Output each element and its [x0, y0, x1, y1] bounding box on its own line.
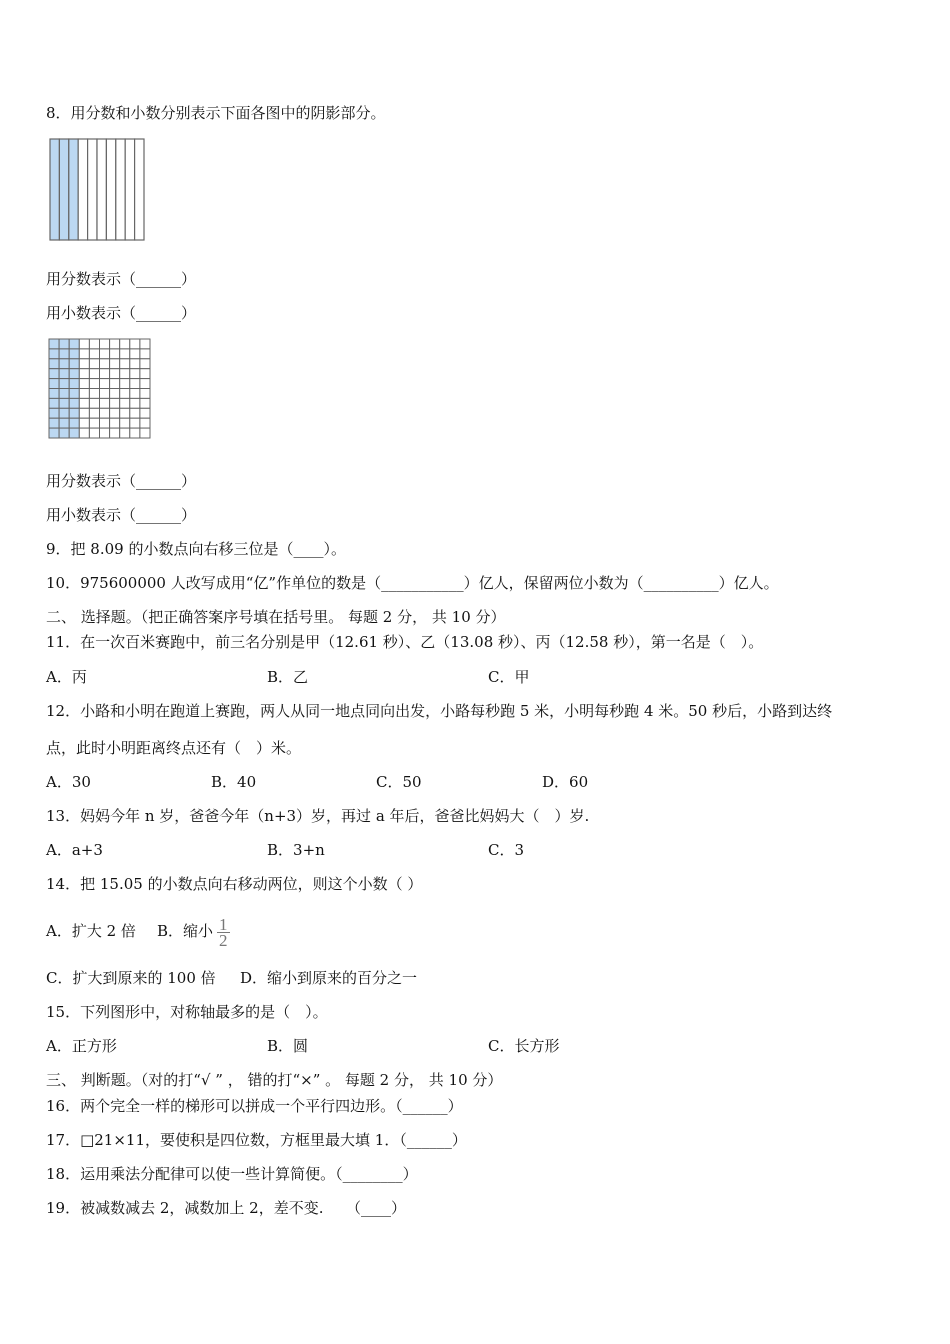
blank-cell — [79, 359, 89, 369]
shaded-cell — [59, 379, 69, 389]
shaded-cell — [59, 418, 69, 428]
blank-cell — [110, 389, 120, 399]
blank-cell — [120, 418, 130, 428]
blank-cell — [79, 398, 89, 408]
shaded-cell — [49, 418, 59, 428]
shaded-cell — [69, 428, 79, 438]
blank-cell — [140, 349, 150, 359]
shaded-cell — [49, 359, 59, 369]
blank-cell — [79, 389, 89, 399]
shaded-cell — [59, 428, 69, 438]
blank-cell — [110, 339, 120, 349]
blank-cell — [79, 349, 89, 359]
blank-cell — [100, 408, 110, 418]
shaded-cell — [49, 339, 59, 349]
blank-cell — [120, 349, 130, 359]
blank-cell — [110, 408, 120, 418]
shaded-cell — [69, 369, 79, 379]
q15-option-a: A．正方形 — [46, 1037, 117, 1055]
blank-cell — [100, 398, 110, 408]
blank-cell — [140, 389, 150, 399]
q17: 17．□21×11，要使积是四位数，方框里最大填 1．（______） — [46, 1131, 467, 1149]
blank-cell — [140, 428, 150, 438]
q18: 18．运用乘法分配律可以使一些计算简便。（________） — [46, 1165, 418, 1183]
blank-cell — [79, 418, 89, 428]
blank-cell — [110, 369, 120, 379]
blank-cell — [130, 428, 140, 438]
q13-option-a: A．a+3 — [46, 841, 103, 859]
shaded-cell — [49, 379, 59, 389]
shaded-cell — [69, 408, 79, 418]
blank-cell — [140, 379, 150, 389]
blank-cell — [130, 359, 140, 369]
q13-option-c: C．3 — [488, 841, 525, 859]
blank-strip — [97, 139, 106, 240]
blank-cell — [130, 369, 140, 379]
fraction-numerator: 1 — [219, 914, 228, 934]
blank-cell — [120, 339, 130, 349]
q15-stem: 15．下列图形中，对称轴最多的是（ ）。 — [46, 1003, 328, 1021]
blank-cell — [89, 369, 99, 379]
blank-cell — [130, 349, 140, 359]
shaded-cell — [59, 339, 69, 349]
blank-strip — [106, 139, 115, 240]
blank-cell — [89, 418, 99, 428]
q12-option-a: A．30 — [46, 773, 91, 791]
shaded-cell — [69, 349, 79, 359]
blank-cell — [130, 408, 140, 418]
hundred-grid-figure — [47, 337, 153, 441]
blank-cell — [79, 428, 89, 438]
q8-stem: 8．用分数和小数分别表示下面各图中的阴影部分。 — [46, 104, 386, 122]
section2-heading: 二、 选择题。（把正确答案序号填在括号里。 每题 2 分， 共 10 分） — [46, 608, 506, 626]
q16: 16．两个完全一样的梯形可以拼成一个平行四边形。（______） — [46, 1097, 463, 1115]
shaded-cell — [49, 349, 59, 359]
blank-cell — [100, 339, 110, 349]
blank-strip — [88, 139, 97, 240]
q15-option-b: B．圆 — [267, 1037, 309, 1055]
shaded-cell — [59, 369, 69, 379]
q10: 10．975600000 人改写成用“亿”作单位的数是（___________）亿人，保留两位小数为（__________）亿人。 — [46, 574, 779, 592]
blank-cell — [100, 428, 110, 438]
shaded-cell — [69, 418, 79, 428]
blank-cell — [110, 398, 120, 408]
blank-cell — [130, 398, 140, 408]
shaded-cell — [69, 398, 79, 408]
blank-strip — [116, 139, 125, 240]
blank-cell — [89, 389, 99, 399]
q14-option-d: D．缩小到原来的百分之一 — [240, 969, 418, 987]
q8-fig2-fraction: 用分数表示（______） — [46, 472, 197, 490]
shaded-strip — [69, 139, 78, 240]
blank-cell — [89, 408, 99, 418]
blank-strip — [135, 139, 144, 240]
shaded-cell — [49, 389, 59, 399]
q12-stem-line1: 12．小路和小明在跑道上赛跑，两人从同一地点同向出发，小路每秒跑 5 米，小明每秒跑 4 米。50 秒后，小路到达终 — [46, 702, 833, 720]
q11-option-b: B．乙 — [267, 668, 309, 686]
shaded-cell — [49, 398, 59, 408]
q14-option-a: A．扩大 2 倍 — [46, 922, 136, 940]
blank-cell — [120, 398, 130, 408]
blank-cell — [140, 408, 150, 418]
q11-option-a: A．丙 — [46, 668, 87, 686]
blank-cell — [79, 369, 89, 379]
q12-option-d: D．60 — [542, 773, 589, 791]
blank-cell — [79, 379, 89, 389]
q13-option-b: B．3+n — [267, 841, 325, 859]
shaded-strip — [59, 139, 68, 240]
blank-cell — [100, 379, 110, 389]
blank-cell — [100, 349, 110, 359]
shaded-cell — [69, 339, 79, 349]
shaded-cell — [49, 369, 59, 379]
q11-option-c: C．甲 — [488, 668, 530, 686]
blank-cell — [110, 349, 120, 359]
shaded-cell — [59, 359, 69, 369]
blank-cell — [110, 359, 120, 369]
shaded-strip — [50, 139, 59, 240]
q8-fig2-decimal: 用小数表示（______） — [46, 506, 197, 524]
blank-cell — [130, 389, 140, 399]
q12-option-c: C．50 — [376, 773, 422, 791]
blank-cell — [89, 428, 99, 438]
q9: 9．把 8.09 的小数点向右移三位是（____）。 — [46, 540, 346, 558]
q19: 19．被减数减去 2，减数加上 2，差不变. （____） — [46, 1199, 406, 1217]
blank-cell — [100, 359, 110, 369]
q12-option-b: B．40 — [211, 773, 257, 791]
one-half-fraction — [217, 914, 230, 950]
shaded-cell — [59, 398, 69, 408]
strip-figure — [48, 137, 146, 242]
q13-stem: 13．妈妈今年 n 岁，爸爸今年（n+3）岁，再过 a 年后，爸爸比妈妈大（ ）岁. — [46, 807, 590, 825]
section3-heading: 三、 判断题。（对的打“√ ” ， 错的打“×” 。 每题 2 分， 共 10 分） — [46, 1071, 503, 1089]
shaded-cell — [49, 428, 59, 438]
blank-cell — [140, 339, 150, 349]
shaded-cell — [59, 349, 69, 359]
blank-cell — [120, 379, 130, 389]
blank-cell — [140, 359, 150, 369]
blank-cell — [120, 359, 130, 369]
shaded-cell — [49, 408, 59, 418]
blank-cell — [130, 379, 140, 389]
q8-fig1-fraction: 用分数表示（______） — [46, 270, 197, 288]
blank-cell — [110, 418, 120, 428]
blank-cell — [100, 418, 110, 428]
shaded-cell — [69, 359, 79, 369]
blank-cell — [120, 428, 130, 438]
blank-cell — [110, 428, 120, 438]
fraction-denominator: 2 — [219, 930, 228, 950]
q11-stem: 11．在一次百米赛跑中，前三名分别是甲（12.61 秒）、乙（13.08 秒）、丙（12.58 秒），第一名是（ ）。 — [46, 633, 764, 651]
q8-fig1-decimal: 用小数表示（______） — [46, 304, 197, 322]
blank-cell — [89, 339, 99, 349]
blank-cell — [120, 408, 130, 418]
blank-cell — [89, 359, 99, 369]
q14-option-b-label: B．缩小 — [157, 922, 214, 940]
q14-option-b — [157, 906, 230, 956]
blank-cell — [79, 408, 89, 418]
blank-cell — [100, 389, 110, 399]
blank-cell — [89, 398, 99, 408]
q12-stem-line2: 点，此时小明距离终点还有（ ）米。 — [46, 739, 302, 757]
blank-cell — [89, 379, 99, 389]
blank-cell — [120, 369, 130, 379]
blank-cell — [120, 389, 130, 399]
q15-option-c: C．长方形 — [488, 1037, 560, 1055]
blank-cell — [100, 369, 110, 379]
shaded-cell — [59, 408, 69, 418]
blank-cell — [110, 379, 120, 389]
blank-strip — [125, 139, 134, 240]
blank-cell — [130, 339, 140, 349]
blank-strip — [78, 139, 87, 240]
blank-cell — [140, 418, 150, 428]
blank-cell — [130, 418, 140, 428]
q14-option-c: C．扩大到原来的 100 倍 — [46, 969, 216, 987]
shaded-cell — [59, 389, 69, 399]
blank-cell — [89, 349, 99, 359]
shaded-cell — [69, 379, 79, 389]
blank-cell — [140, 369, 150, 379]
shaded-cell — [69, 389, 79, 399]
q14-stem: 14．把 15.05 的小数点向右移动两位，则这个小数（ ） — [46, 875, 423, 893]
blank-cell — [79, 339, 89, 349]
blank-cell — [140, 398, 150, 408]
